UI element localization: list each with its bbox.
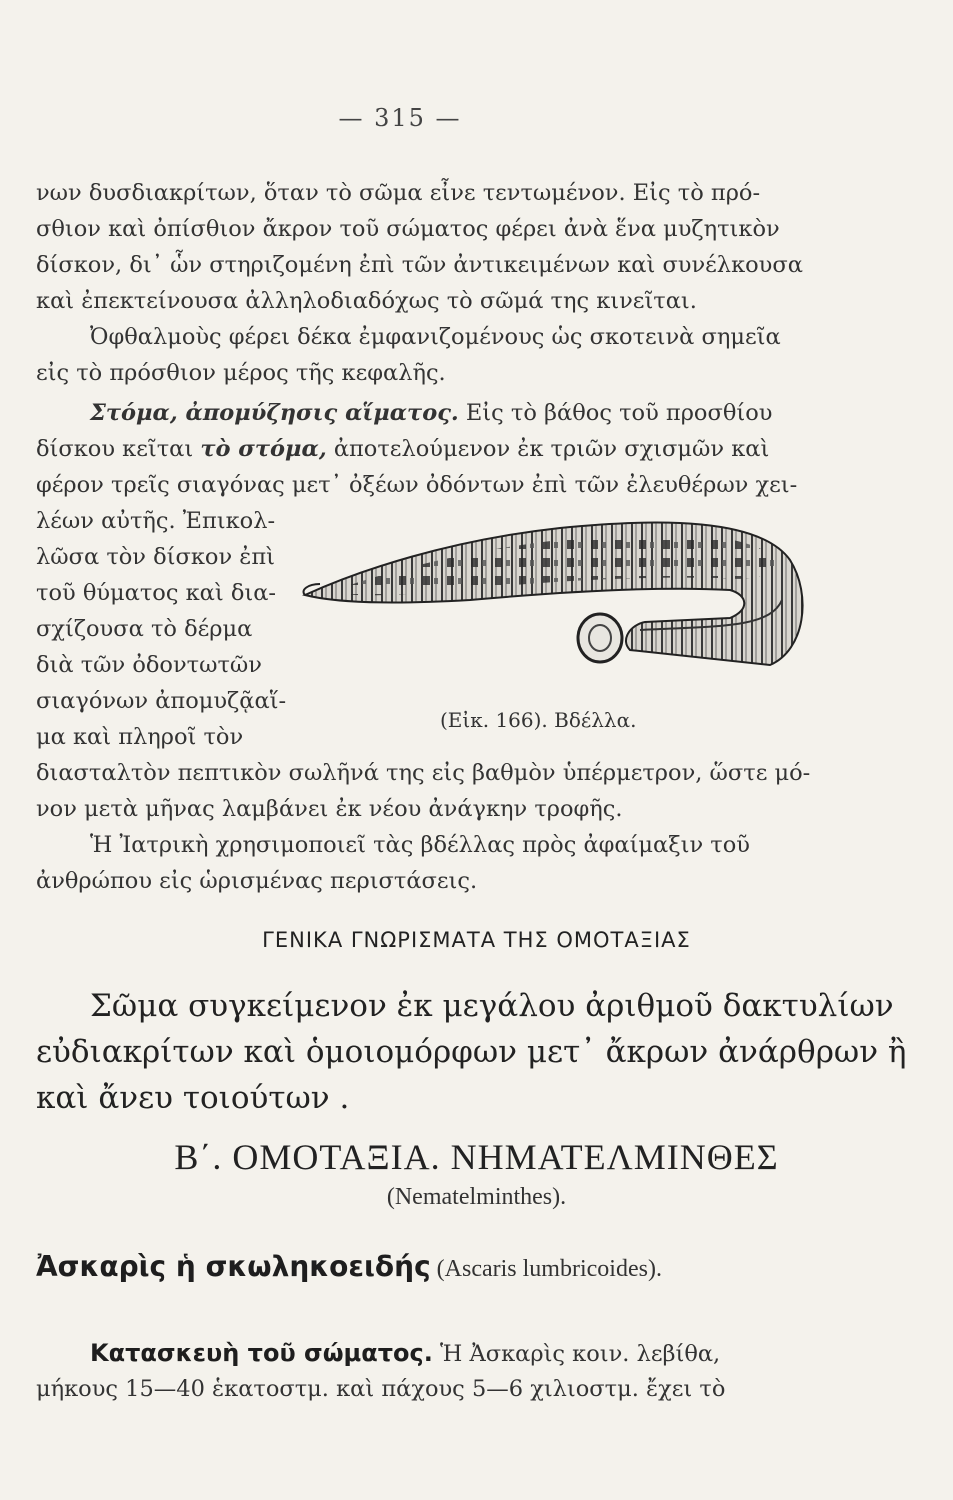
text-line: καὶ ἐπεκτείνουσα ἀλληλοδιαδόχως τὸ σῶμά της κινεῖται. bbox=[36, 288, 697, 314]
text-line: εἰς τὸ πρόσθιον μέρος τῆς κεφαλῆς. bbox=[36, 360, 446, 386]
paragraph-line bbox=[90, 1336, 826, 1371]
section-title: ΓΕΝΙΚΑ ΓΝΩΡΙΣΜΑΤΑ ΤΗΣ ΟΜΟΤΑΞΙΑΣ bbox=[262, 928, 691, 952]
leech-figure bbox=[300, 500, 820, 710]
text-run: Ἡ Ἀσκαρὶς κοιν. λεβίθα, bbox=[432, 1341, 721, 1367]
text-line: διασταλτὸν πεπτικὸν σωλῆνά της εἰς βαθμὸν ὑπέρμετρον, ὥστε μό- bbox=[36, 760, 811, 786]
text-line: διὰ τῶν ὀδοντωτῶν bbox=[36, 652, 262, 678]
text-line: Ὀφθαλμοὺς φέρει δέκα ἐμφανιζομένους ὡς σκοτεινὰ σημεῖα bbox=[90, 324, 781, 350]
text-line: λέων αὐτῆς. Ἐπικολ- bbox=[36, 508, 276, 534]
figure-caption: (Εἰκ. 166). Βδέλλα. bbox=[440, 708, 637, 732]
text-line: Ἡ Ἰατρικὴ χρησιμοποιεῖ τὰς βδέλλας πρὸς ἀφαίμαξιν τοῦ bbox=[90, 832, 750, 858]
species-greek-name: Ἀσκαρὶς ἡ σκωληκοειδής bbox=[36, 1250, 431, 1283]
text-line: ἀνθρώπου εἰς ὡρισμένας περιστάσεις. bbox=[36, 868, 478, 894]
run-in-heading: Κατασκευὴ τοῦ σώματος. bbox=[90, 1339, 433, 1367]
paragraph-line bbox=[36, 432, 826, 466]
text-line: εὐδιακρίτων καὶ ὁμοιομόρφων μετ᾽ ἄκρων ἀνάρθρων ἢ bbox=[36, 1034, 907, 1070]
text-line: μα καὶ πληροῖ τὸν bbox=[36, 724, 244, 750]
paragraph-line bbox=[90, 396, 826, 430]
text-line: τοῦ θύματος καὶ δια- bbox=[36, 580, 277, 606]
text-line: φέρον τρεῖς σιαγόνας μετ᾽ ὀξέων ὀδόντων ἐπὶ τῶν ἐλευθέρων χει- bbox=[36, 472, 798, 498]
text-run: ἀποτελούμενον ἐκ τριῶν σχισμῶν καὶ bbox=[326, 436, 770, 462]
text-line: νον μετὰ μῆνας λαμβάνει ἐκ νέου ἀνάγκην τροφῆς. bbox=[36, 796, 623, 822]
species-latin-name: (Ascaris lumbricoides). bbox=[430, 1256, 662, 1282]
text-line: σχίζουσα τὸ δέρμα bbox=[36, 616, 253, 642]
leech-illustration bbox=[300, 500, 820, 710]
posterior-sucker bbox=[578, 614, 622, 662]
text-run: δίσκου κεῖται bbox=[36, 436, 201, 462]
page-number: — 315 — bbox=[338, 104, 462, 132]
text-line: Σῶμα συγκείμενον ἐκ μεγάλου ἀριθμοῦ δακτυλίων bbox=[90, 988, 894, 1024]
text-line: σιαγόνων ἀπομυζᾷαἵ- bbox=[36, 688, 287, 714]
text-line: νων δυσδιακρίτων, ὅταν τὸ σῶμα εἶνε τεντωμένον. Εἰς τὸ πρό- bbox=[36, 180, 761, 206]
text-line: μήκους 15—40 ἑκατοστμ. καὶ πάχους 5—6 χιλιοστμ. ἔχει τὸ bbox=[36, 1376, 726, 1402]
run-in-heading: Στόμα, ἀπομύζησις αἵματος. bbox=[90, 400, 459, 426]
chapter-subtitle: (Nematelminthes). bbox=[386, 1184, 567, 1210]
chapter-title: Β΄. ΟΜΟΤΑΞΙΑ. ΝΗΜΑΤΕΛΜΙΝΘΕΣ bbox=[174, 1137, 779, 1177]
text-line: λῶσα τὸν δίσκον ἐπὶ bbox=[36, 544, 275, 570]
text-run: Εἰς τὸ βάθος τοῦ προσθίου bbox=[458, 400, 773, 426]
text-line: καὶ ἄνευ τοιούτων . bbox=[36, 1080, 350, 1116]
text-line: σθιον καὶ ὀπίσθιον ἄκρον τοῦ σώματος φέρει ἀνὰ ἕνα μυζητικὸν bbox=[36, 216, 780, 242]
emphasis-text: τὸ στόμα, bbox=[200, 436, 327, 462]
species-heading bbox=[36, 1250, 836, 1283]
text-line: δίσκον, δι᾽ ὧν στηριζομένη ἐπὶ τῶν ἀντικειμένων καὶ συνέλκουσα bbox=[36, 252, 803, 278]
